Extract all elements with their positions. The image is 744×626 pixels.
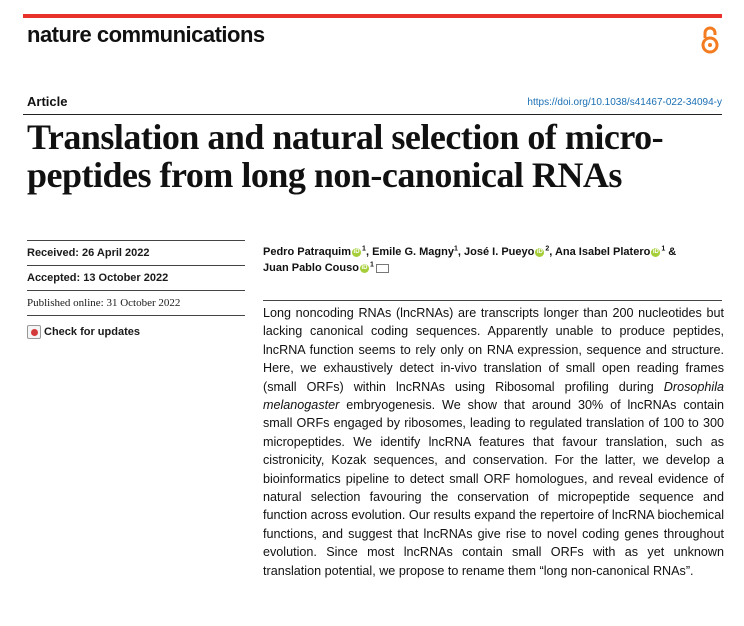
author-affiliation: 1 — [661, 245, 666, 253]
author-name[interactable]: José I. Pueyo — [464, 246, 535, 258]
abstract — [263, 304, 724, 580]
author-name[interactable]: Emile G. Magny — [372, 246, 454, 258]
author-and: & — [668, 246, 677, 258]
author-name[interactable]: Ana Isabel Platero — [554, 246, 651, 258]
author-separator: , — [457, 246, 461, 258]
accepted-date: Accepted: 13 October 2022 — [27, 266, 245, 291]
author-affiliation: 1 — [362, 245, 366, 253]
doi-link[interactable]: https://doi.org/10.1038/s41467-022-34094-y — [527, 97, 722, 108]
abstract-divider — [263, 300, 722, 301]
title-line-1: Translation and natural selection of micro- — [27, 117, 664, 157]
author-separator: , — [365, 246, 369, 258]
journal-accent-bar — [23, 14, 722, 18]
open-access-icon — [700, 25, 720, 55]
author-name[interactable]: Pedro Patraquim — [263, 246, 352, 258]
crossmark-icon — [27, 325, 41, 339]
envelope-icon[interactable] — [376, 264, 389, 273]
abstract-text-2: embryogenesis. We show that around 30% of lncRNAs contain small ORFs engaged by ribosomes, leading to regulated translation of 100 to 300 micropeptides. We identify lncRNA features that favour translation, such as cistronicity, Kozak sequences, and conservation. For the latter, we develop a bioinformatics pipeline to detect small ORF homologues, and reveal evidence of natural selection favouring the conservation of micropeptide sequence and function across evolution. Our results expand the repertoire of lncRNA biochemical functions, and suggest that lncRNAs give rise to novel coding genes throughout evolution. Since most lncRNAs contain small ORFs with as yet unknown translation potential, we propose to rename them “long non-canonical RNAs”. — [263, 398, 724, 578]
author-affiliation: 2 — [545, 245, 550, 253]
title-divider — [23, 114, 722, 115]
species-name: Drosophila melanogaster — [263, 379, 724, 413]
orcid-icon[interactable]: iD — [652, 248, 659, 255]
orcid-icon[interactable]: iD — [361, 264, 368, 271]
orcid-icon[interactable]: iD — [353, 248, 360, 255]
check-for-updates-label: Check for updates — [44, 326, 140, 338]
received-date: Received: 26 April 2022 — [27, 240, 245, 266]
article-type: Article — [27, 94, 68, 109]
author-name[interactable]: Juan Pablo Couso — [263, 262, 359, 274]
abstract-text-1: Long noncoding RNAs (lncRNAs) are transcripts longer than 200 nucleotides but lacking canonical coding sequences. Apparently unable to produce peptides, lncRNA function seems to rely only on RNA expression, sequence and structure. Here, we exhaustively detect in-vivo translation of small open reading frames (small ORFs) within lncRNAs using Ribosomal profiling during — [263, 306, 724, 394]
orcid-icon[interactable]: iD — [536, 248, 543, 255]
publication-dates — [27, 240, 245, 316]
author-list — [263, 244, 721, 276]
author-affiliation: 1 — [369, 261, 374, 269]
title-line-2: peptides from long non-canonical RNAs — [27, 155, 622, 195]
author-separator: , — [549, 246, 553, 258]
article-title — [27, 118, 717, 194]
check-for-updates-button[interactable] — [27, 325, 140, 339]
published-date: Published online: 31 October 2022 — [27, 291, 245, 316]
journal-name[interactable]: nature communications — [27, 22, 265, 47]
author-affiliation: 1 — [453, 245, 458, 253]
